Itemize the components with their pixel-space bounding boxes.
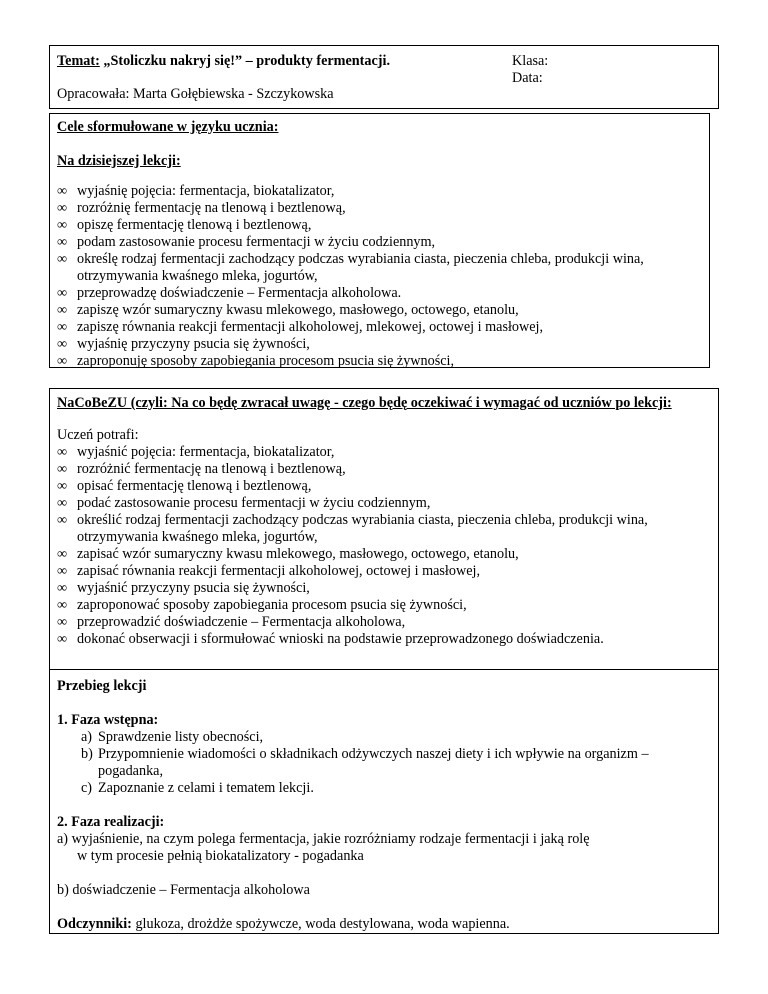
nacobezu-list [57, 444, 711, 648]
reagents-label: Odczynniki: [57, 916, 132, 932]
bullet-icon: ∞ [57, 597, 68, 613]
phase2-a-line2: w tym procesie pełnią biokatalizatory - pogadanka [77, 848, 364, 864]
list-item: ∞ wyjaśnię przyczyny psucia się żywności, [57, 336, 310, 352]
list-item: ∞ wyjaśnić przyczyny psucia się żywności, [57, 580, 310, 596]
phase1-list [57, 729, 711, 797]
bullet-icon: ∞ [57, 631, 68, 647]
bullet-icon: ∞ [57, 444, 68, 460]
list-item: ∞ zapiszę równania reakcji fermentacji alkoholowej, mlekowej, octowej i masłowej, [57, 319, 544, 335]
list-item: ∞ określić rodzaj fermentacji zachodzący podczas wyrabiania ciasta, pieczenia chleba, produkcji wina, otrzymywania kwaśnego mleka, jogurtów, [57, 512, 648, 545]
list-item: ∞ zaproponować sposoby zapobiegania procesom psucia się żywności, [57, 597, 467, 613]
list-item: ∞ zapisać równania reakcji fermentacji alkoholowej, octowej i masłowej, [57, 563, 480, 579]
lesson-box [49, 388, 719, 934]
list-item: c) Zapoznanie z celami i tematem lekcji. [81, 780, 314, 796]
nacobezu-title: NaCoBeZU (czyli: Na co będę zwracał uwagę - czego będę oczekiwać i wymagać od uczniów po lekcji: [57, 395, 672, 411]
list-item: ∞ przeprowadzę doświadczenie – Fermentacja alkoholowa. [57, 285, 402, 301]
topic-line [57, 53, 390, 70]
list-item: ∞ określę rodzaj fermentacji zachodzący podczas wyrabiania ciasta, pieczenia chleba, produkcji wina, otrzymywania kwaśnego mleka, jogurtów, [57, 251, 644, 284]
phase1-title: 1. Faza wstępna: [57, 712, 159, 728]
list-item: ∞ zapisać wzór sumaryczny kwasu mlekowego, masłowego, octowego, etanolu, [57, 546, 519, 562]
goals-subtitle: Na dzisiejszej lekcji: [57, 153, 181, 169]
phase2-b: b) doświadczenie – Fermentacja alkoholowa [57, 882, 310, 898]
bullet-icon: ∞ [57, 495, 68, 511]
list-item: ∞ rozróżnić fermentację na tlenową i beztlenową, [57, 461, 346, 477]
list-item: ∞ przeprowadzić doświadczenie – Fermentacja alkoholowa, [57, 614, 406, 630]
nacobezu-section [50, 389, 718, 670]
list-item: a) Sprawdzenie listy obecności, [81, 729, 264, 745]
bullet-icon: ∞ [57, 302, 68, 318]
bullet-icon: ∞ [57, 478, 68, 494]
bullet-icon: ∞ [57, 319, 68, 335]
list-item: ∞ opisać fermentację tlenową i beztlenową, [57, 478, 312, 494]
goals-title: Cele sformułowane w języku ucznia: [57, 119, 279, 135]
bullet-icon: ∞ [57, 251, 68, 267]
phase2-title: 2. Faza realizacji: [57, 814, 165, 830]
list-item: ∞ zaproponuję sposoby zapobiegania procesom psucia się żywności, [57, 353, 455, 369]
bullet-icon: ∞ [57, 580, 68, 596]
course-title: Przebieg lekcji [57, 678, 147, 694]
list-item: ∞ dokonać obserwacji i sformułować wnioski na podstawie przeprowadzonego doświadczenia. [57, 631, 604, 647]
list-item: ∞ podać zastosowanie procesu fermentacji w życiu codziennym, [57, 495, 431, 511]
header-box [49, 45, 719, 109]
bullet-icon: ∞ [57, 563, 68, 579]
bullet-icon: ∞ [57, 200, 68, 216]
course-section [50, 670, 718, 933]
nacobezu-intro: Uczeń potrafi: [57, 427, 139, 443]
bullet-icon: ∞ [57, 353, 68, 369]
goals-list [57, 183, 702, 370]
reagents-line [57, 916, 711, 933]
bullet-icon: ∞ [57, 461, 68, 477]
bullet-icon: ∞ [57, 217, 68, 233]
phase2-a-line1: a) wyjaśnienie, na czym polega fermentacja, jakie rozróżniamy rodzaje fermentacji i jaką rolę [57, 831, 590, 847]
goals-box [49, 113, 710, 368]
topic-title: „Stoliczku nakryj się!” – produkty fermentacji. [103, 53, 390, 69]
class-label: Klasa: [512, 53, 549, 69]
bullet-icon: ∞ [57, 336, 68, 352]
list-item: ∞ wyjaśnić pojęcia: fermentacja, biokatalizator, [57, 444, 335, 460]
bullet-icon: ∞ [57, 285, 68, 301]
bullet-icon: ∞ [57, 614, 68, 630]
list-item: b) Przypomnienie wiadomości o składnikach odżywczych naszej diety i ich wpływie na organizm – pogadanka, [81, 746, 649, 779]
date-label: Data: [512, 70, 543, 86]
author-line: Opracowała: Marta Gołębiewska - Szczykowska [57, 86, 334, 102]
list-item: ∞ podam zastosowanie procesu fermentacji w życiu codziennym, [57, 234, 436, 250]
bullet-icon: ∞ [57, 546, 68, 562]
list-item: ∞ zapiszę wzór sumaryczny kwasu mlekowego, masłowego, octowego, etanolu, [57, 302, 519, 318]
list-item: ∞ wyjaśnię pojęcia: fermentacja, biokatalizator, [57, 183, 335, 199]
topic-label: Temat: [57, 53, 100, 69]
bullet-icon: ∞ [57, 512, 68, 528]
bullet-icon: ∞ [57, 183, 68, 199]
list-item: ∞ rozróżnię fermentację na tlenową i beztlenową, [57, 200, 346, 216]
bullet-icon: ∞ [57, 234, 68, 250]
list-item: ∞ opiszę fermentację tlenową i beztlenową, [57, 217, 312, 233]
reagents-text: glukoza, drożdże spożywcze, woda destylowana, woda wapienna. [131, 916, 510, 932]
